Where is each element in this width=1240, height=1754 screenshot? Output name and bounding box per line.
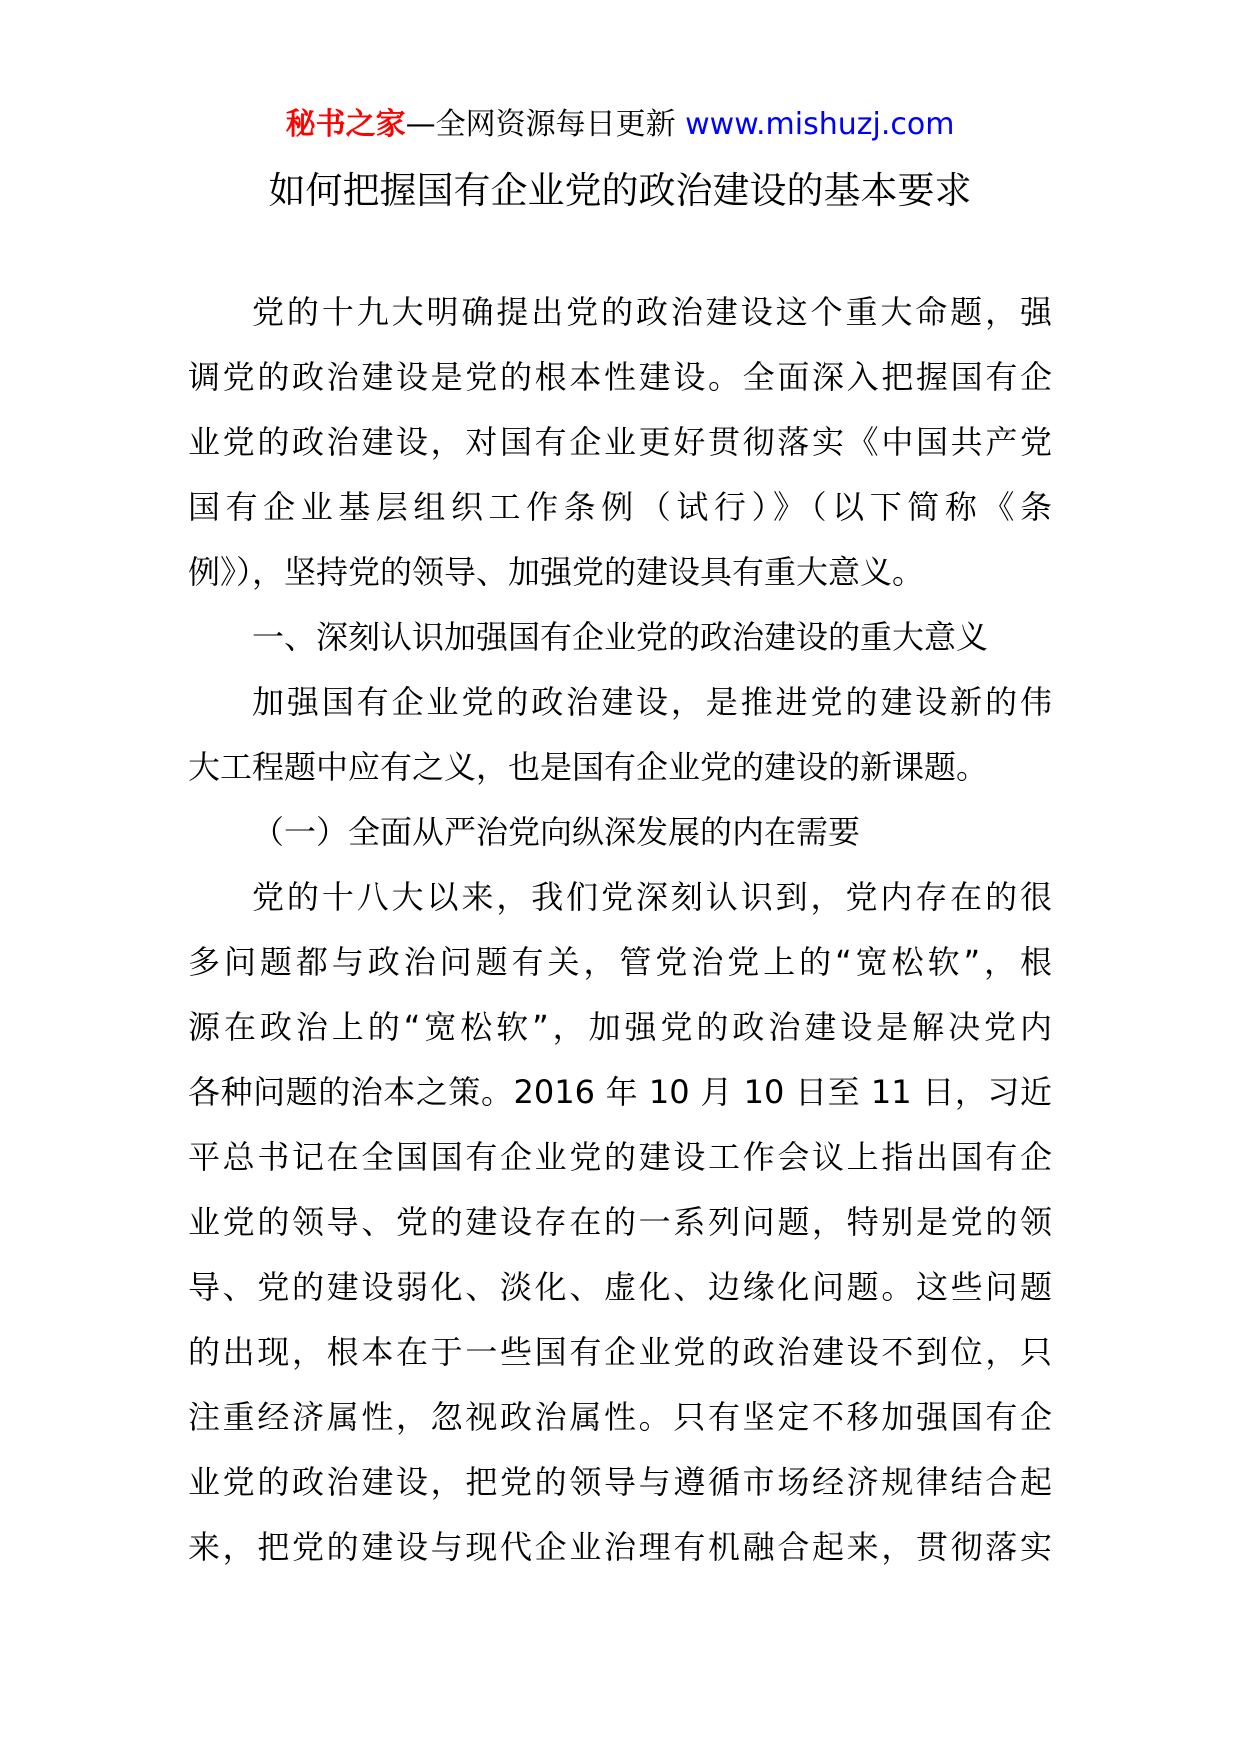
body-line: 党的十九大明确提出党的政治建设这个重大命题，强 bbox=[252, 293, 1052, 331]
body-line: 多问题都与政治问题有关，管党治党上的“宽松软”，根 bbox=[188, 943, 1052, 981]
site-url-link[interactable]: www.mishuzj.com bbox=[685, 107, 955, 142]
body-line: 导、党的建设弱化、淡化、虚化、边缘化问题。这些问题 bbox=[188, 1268, 1052, 1306]
body-line: 平总书记在全国国有企业党的建设工作会议上指出国有企 bbox=[188, 1138, 1052, 1176]
body-line: 的出现，根本在于一些国有企业党的政治建设不到位，只 bbox=[188, 1333, 1052, 1371]
document-body bbox=[188, 290, 1052, 1590]
body-line: 来，把党的建设与现代企业治理有机融合起来，贯彻落实 bbox=[188, 1528, 1052, 1566]
body-line: 业党的政治建设，把党的领导与遵循市场经济规律结合起 bbox=[188, 1463, 1052, 1501]
document-title: 如何把握国有企业党的政治建设的基本要求 bbox=[268, 169, 972, 212]
section-heading: 一、深刻认识加强国有企业党的政治建设的重大意义 bbox=[252, 618, 989, 656]
site-header bbox=[0, 100, 1240, 150]
site-tagline: —全网资源每日更新 bbox=[405, 107, 676, 142]
body-line: 业党的领导、党的建设存在的一系列问题，特别是党的领 bbox=[188, 1203, 1052, 1241]
body-line: 加强国有企业党的政治建设，是推进党的建设新的伟 bbox=[252, 683, 1052, 721]
body-line: 源在政治上的“宽松软”，加强党的政治建设是解决党内 bbox=[188, 1008, 1052, 1046]
body-line: 调党的政治建设是党的根本性建设。全面深入把握国有企 bbox=[188, 358, 1052, 396]
body-line: 国有企业基层组织工作条例（试行）》（以下简称《条 bbox=[188, 488, 1052, 526]
body-line: 业党的政治建设，对国有企业更好贯彻落实《中国共产党 bbox=[188, 423, 1052, 461]
body-line: 注重经济属性，忽视政治属性。只有坚定不移加强国有企 bbox=[188, 1398, 1052, 1436]
body-line: 各种问题的治本之策。2016 年 10 月 10 日至 11 日，习近 bbox=[188, 1073, 1052, 1111]
body-line: 党的十八大以来，我们党深刻认识到，党内存在的很 bbox=[252, 878, 1052, 916]
body-line: 大工程题中应有之义，也是国有企业党的建设的新课题。 bbox=[188, 748, 989, 786]
body-line: 例》），坚持党的领导、加强党的建设具有重大意义。 bbox=[188, 553, 925, 591]
subsection-heading: （一）全面从严治党向纵深发展的内在需要 bbox=[252, 813, 861, 851]
site-brand: 秘书之家 bbox=[285, 107, 406, 142]
